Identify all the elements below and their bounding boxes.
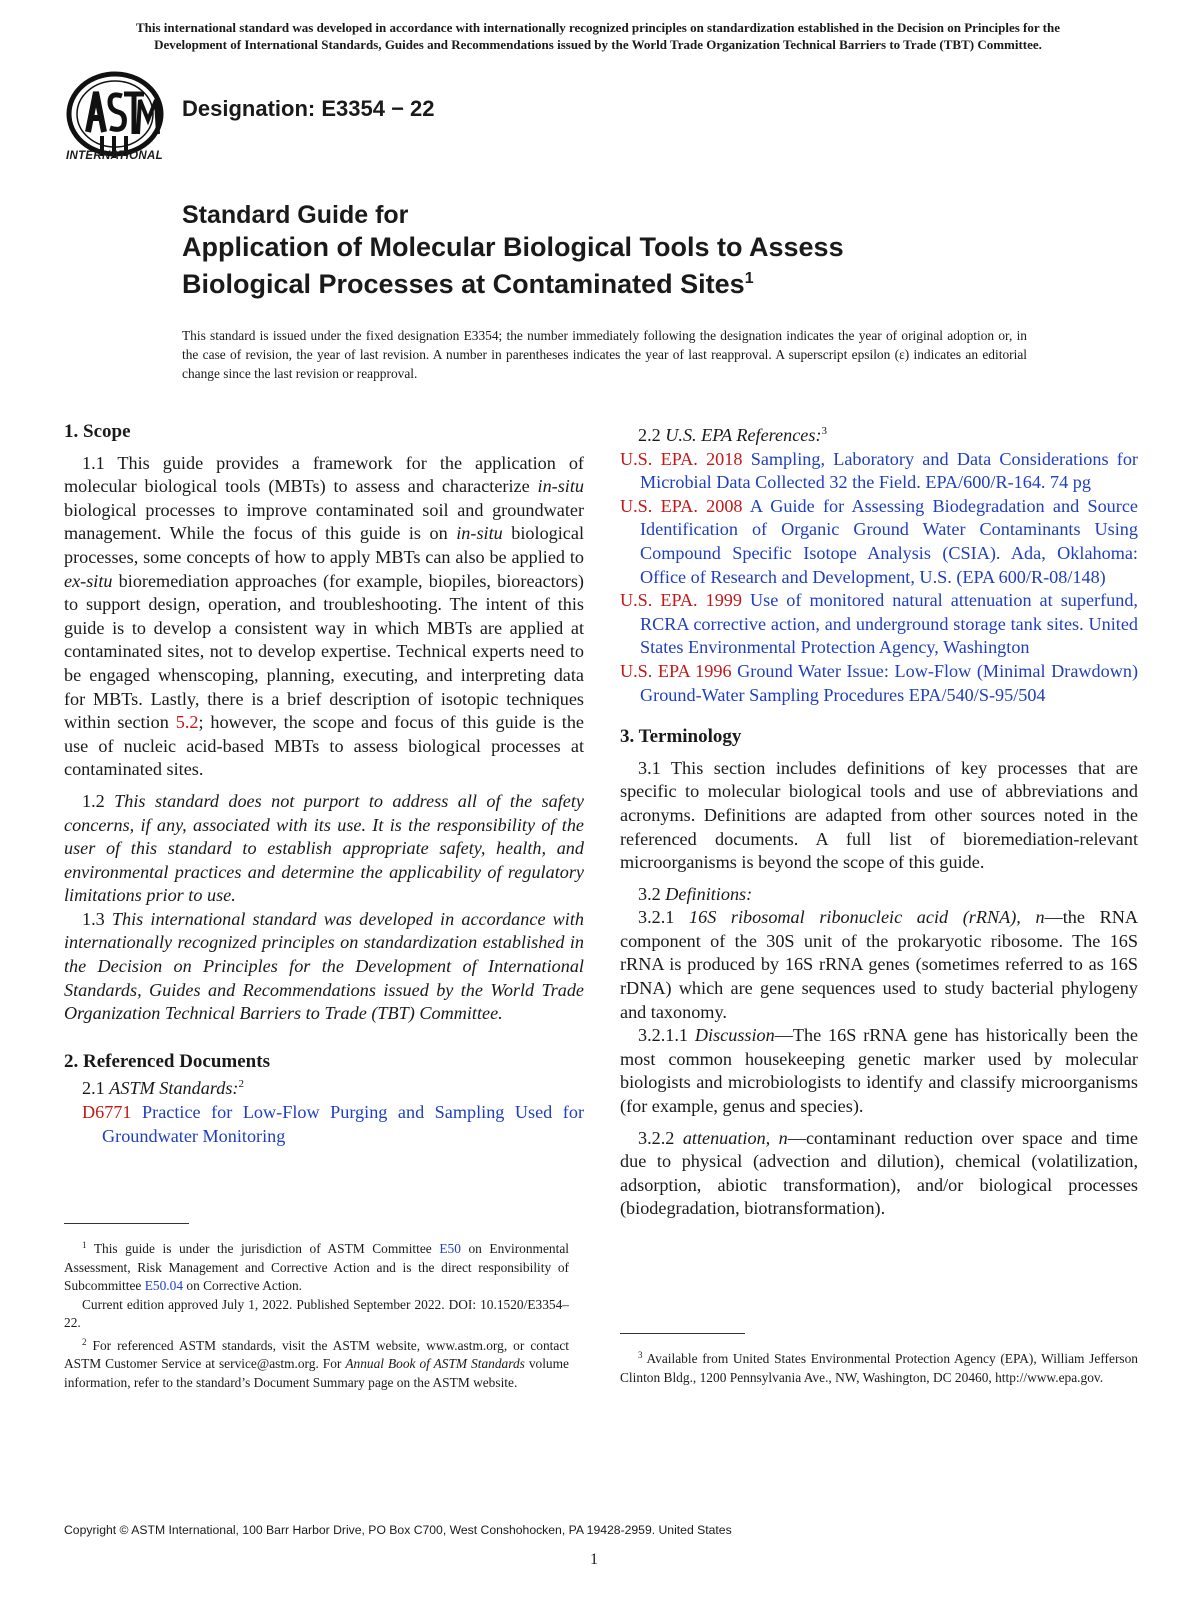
reference-title[interactable]: Sampling, Laboratory and Data Considerations for Microbial Data Collected 32 the Field. EPA/600/R-164. 74 pg (640, 448, 1138, 493)
subcommittee-link[interactable]: E50.04 (144, 1278, 184, 1293)
footnote-rule-left (64, 1223, 189, 1224)
paragraph-1-1 (64, 452, 584, 782)
right-column (620, 420, 1138, 1221)
footnote-mark[interactable]: 3 (821, 425, 828, 437)
footnote-edition: Current edition approved July 1, 2022. Published September 2022. DOI: 10.1520/E3354–22. (64, 1296, 569, 1330)
text: 2.2 (638, 425, 666, 445)
reference-epa-1996[interactable] (620, 660, 1138, 707)
title-line-3 (182, 263, 1082, 300)
footnote-mark[interactable]: 2 (238, 1078, 244, 1091)
text: ; however, the scope and focus of this guide is the use of nucleic acid-based MBTs to assess biological processes at contaminated sites. (64, 712, 584, 780)
title-line-1: Standard Guide for (182, 201, 409, 229)
notice-line-2: Development of International Standards, Guides and Recommendations issued by the World Trade Organization Technical Barriers to Trade (TBT) Committee. (154, 36, 1042, 52)
section-heading-scope: 1. Scope (64, 421, 131, 442)
reference-epa-1999[interactable] (620, 589, 1138, 660)
footnote-mark: 3 (638, 1350, 643, 1360)
text: This guide is under the jurisdiction of ASTM Committee (86, 1241, 440, 1256)
footnote-2 (64, 1333, 569, 1393)
title-footnote-mark[interactable]: 1 (744, 270, 754, 287)
defined-term: Discussion (694, 1025, 775, 1046)
text: 2.1 (82, 1078, 110, 1099)
footnote-rule-right (620, 1333, 745, 1334)
reference-title[interactable]: A Guide for Assessing Biodegradation and Source Identification of Organic Ground Water Contaminants Using Compound Specific Isotope Analysis (CSIA). Ada, Oklahoma: Office of Research and Development, U.S. (EPA 600/R-08/148) (640, 495, 1138, 587)
text-italic: in-situ (456, 523, 503, 544)
text: on Corrective Action. (183, 1278, 303, 1293)
issued-note: This standard is issued under the fixed designation E3354; the number immediately following the designation indicates the year of original adoption or, in the case of revision, the year of last revision. A number in parentheses indicates the year of last reapproval. A superscript epsilon (ε) indicates an editorial change since the last revision or reapproval. (182, 328, 1027, 381)
reference-title[interactable]: Use of monitored natural attenuation at superfund, RCRA corrective action, and underground storage tank sites. United States Environmental Protection Agency, Washington (640, 590, 1138, 658)
left-column (64, 420, 584, 1148)
paragraph-1-2 (64, 790, 584, 908)
text: biological processes, some concepts of how to apply MBTs can also be applied to (64, 523, 585, 567)
paragraph-3-2 (620, 883, 1138, 907)
paragraph-3-1: 3.1 This section includes definitions of key processes that are specific to molecular biological tools and use of abbreviations and acronyms. Definitions are adapted from other sources noted in the referenced documents. A full list of bioremediation-relevant microorganisms is beyond the scope of this guide. (620, 757, 1138, 873)
section-heading-terminology: 3. Terminology (620, 726, 742, 748)
footnote-mark: 1 (82, 1240, 87, 1250)
reference-epa-2008[interactable] (620, 495, 1138, 589)
paragraph-1-3 (64, 908, 584, 1026)
text: 1.2 (82, 790, 115, 811)
text: bioremediation approaches (for example, biopiles, bioreactors) to support design, operation, and troubleshooting. The intent of this guide is to develop a consistent way in which MBTs are applied at contaminated sites, not to develop expertise. Technical experts need to be engaged whenscoping, planning, executing, and interpreting data for MBTs. Lastly, there is a brief description of isotopic techniques within section (64, 570, 584, 733)
defined-term: 16S ribosomal ribonucleic acid (rRNA), n (689, 907, 1045, 928)
text-italic: Annual Book of ASTM Standards (345, 1356, 525, 1371)
reference-epa-2018[interactable] (620, 448, 1138, 495)
text: —the RNA component of the 30S unit of the prokaryotic ribosome. The 16S rRNA is produced by 16S rRNA genes (sometimes referred to as 16S rDNA) which are gene sequences used to study bacterial phylogeny and taxonomy. (620, 907, 1139, 1022)
text-italic: Definitions: (665, 883, 753, 904)
text: 3.2.1.1 (638, 1025, 695, 1046)
text: 1.1 This guide provides a framework for the application of molecular biological tools (MBTs) to assess and characterize (64, 452, 584, 497)
text-italic: This international standard was developed in accordance with internationally recognized principles on standardization established in the Decision on Principles for the Development of International Standards, Guides and Recommendations issued by the World Trade Organization Technical Barriers to Trade (TBT) Committee. (64, 908, 585, 1024)
reference-code[interactable]: U.S. EPA 1996 (620, 660, 732, 681)
reference-code[interactable]: D6771 (82, 1102, 132, 1123)
text-italic: ex-situ (64, 570, 113, 591)
text: —The 16S rRNA gene has historically been the most common housekeeping genetic marker used by molecular biologists and microbiologists to identify and classify microorganisms (for example, genus and species). (620, 1025, 1138, 1117)
designation: Designation: E3354 − 22 (182, 96, 435, 121)
reference-title[interactable]: Ground Water Issue: Low-Flow (Minimal Drawdown) Ground-Water Sampling Procedures EPA/540/S-95/504 (640, 660, 1139, 705)
section-heading-referenced: 2. Referenced Documents (64, 1050, 270, 1072)
top-notice (58, 20, 1138, 53)
text-italic: This standard does not purport to address all of the safety concerns, if any, associated with its use. It is the responsibility of the user of this standard to establish appropriate safety, health, and environmental practices and determine the applicability of regulatory limitations prior to use. (64, 790, 584, 906)
text: on Environmental Assessment, Risk Management and Corrective Action and is the direct responsibility of Subcommittee (64, 1241, 569, 1293)
notice-line-1: This international standard was developed in accordance with internationally recognized principles on standardization established in the Decision on Principles for the (135, 20, 1060, 35)
text: biological processes to improve contaminated soil and groundwater management. While the focus of this guide is on (64, 499, 584, 544)
text-italic: U.S. EPA References: (665, 425, 822, 445)
title-line-2: Application of Molecular Biological Tools to Assess (182, 232, 844, 262)
reference-title[interactable]: Practice for Low-Flow Purging and Sampling Used for Groundwater Monitoring (102, 1102, 584, 1146)
title-line-3-text: Biological Processes at Contaminated Sites (182, 269, 745, 299)
reference-code[interactable]: U.S. EPA. 2008 (620, 495, 743, 516)
reference-code[interactable]: U.S. EPA. 2018 (620, 448, 743, 469)
text: —contaminant reduction over space and time due to physical (advection and dilution), chemical (volatilization, adsorption, abiotic transformation), and/or biological processes (biodegradation, biotransformation). (620, 1127, 1138, 1219)
reference-code[interactable]: U.S. EPA. 1999 (620, 590, 742, 611)
text-italic: in-situ (537, 476, 584, 497)
astm-standards-label (64, 1073, 584, 1101)
paragraph-3-2-2 (620, 1127, 1138, 1221)
text: volume information, refer to the standard’s Document Summary page on the ASTM website. (64, 1356, 569, 1390)
text: Available from United States Environmental Protection Agency (EPA), William Jefferson Clinton Bldg., 1200 Pennsylvania Ave., NW, Washington, DC 20460, http://www.epa.gov. (620, 1351, 1138, 1385)
section-link-5-2[interactable]: 5.2 (175, 712, 199, 733)
footnote-3 (620, 1346, 1138, 1387)
text: For referenced ASTM standards, visit the ASTM website, www.astm.org, or contact ASTM Customer Service at service@astm.org. For (64, 1337, 569, 1371)
text-italic: ASTM Standards: (109, 1078, 239, 1099)
committee-link[interactable]: E50 (439, 1241, 461, 1256)
text: 3.2.1 (638, 907, 690, 928)
reference-d6771[interactable] (64, 1101, 584, 1148)
paragraph-3-2-1 (620, 906, 1138, 1024)
page-number: 1 (590, 1551, 598, 1568)
text: 1.3 (82, 908, 112, 929)
footnote-mark: 2 (82, 1336, 87, 1347)
logo-text: INTERNATIONAL (66, 150, 163, 162)
astm-logo-icon (60, 70, 170, 162)
footnote-1 (64, 1236, 569, 1296)
footnotes-left (64, 1236, 569, 1392)
footnotes-right (620, 1346, 1138, 1387)
epa-references-label (620, 420, 1138, 448)
text: 3.2 (638, 883, 666, 904)
defined-term: attenuation, n (682, 1127, 788, 1148)
paragraph-3-2-1-1 (620, 1024, 1138, 1118)
copyright: Copyright © ASTM International, 100 Barr Harbor Drive, PO Box C700, West Conshohocken, PA 19428-2959. United States (64, 1523, 732, 1537)
title-block (182, 199, 1082, 300)
text: 3.2.2 (638, 1127, 683, 1148)
